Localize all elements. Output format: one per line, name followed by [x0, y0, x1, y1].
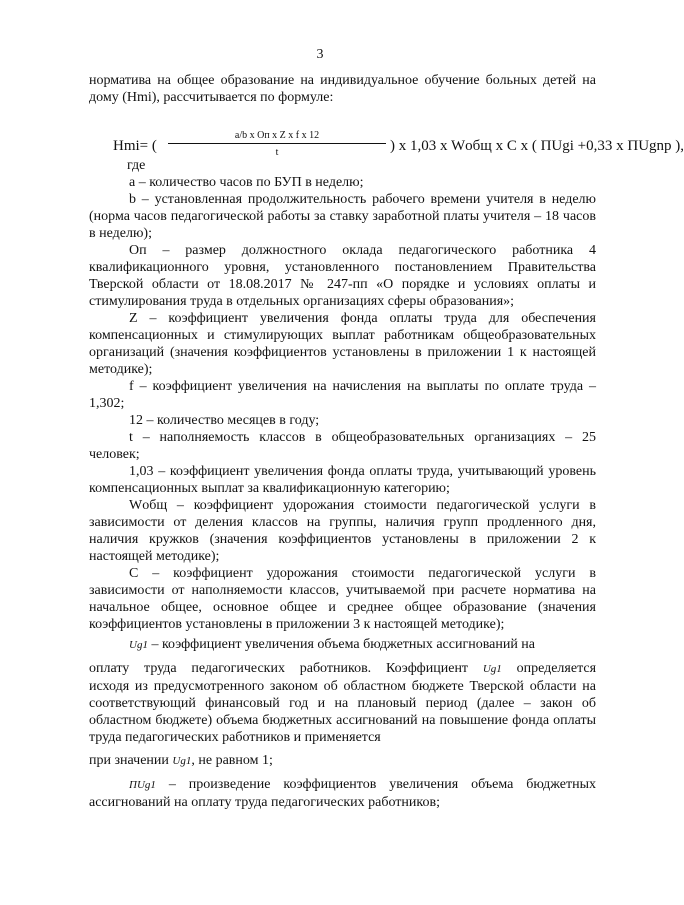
definition-c: С – коэффициент удорожания стоимости педагогической услуги в зависимости от наполняемости классов, учитываемой при расчете норматива на начальное общее, основное общее и среднее общее образование (значения коэффициентов установлены в приложении 3 к настоящей методике); [89, 566, 596, 632]
formula-rhs: ) x 1,03 x Wобщ x C x ( ПUgi +0,33 x ПUgnp ), [390, 138, 684, 154]
definition-ug-line2 [89, 660, 596, 678]
definition-op: Оп – размер должностного оклада педагогического работника 4 квалификационного уровня, установленного постановлением Правительства Тверской области от 18.08.2017 № 247-пп «О порядке и условиях оплаты и стимулирования труда в отдельных организациях сферы образования»; [89, 243, 596, 309]
definition-w: Wобщ – коэффициент удорожания стоимости педагогической услуги в зависимости от деления классов на группы, наличия групп продленного дня, наличия кружков (значения коэффициентов установлены в приложении 2 к настоящей методике); [89, 498, 596, 564]
page-number: 3 [316, 47, 324, 62]
formula-lhs: Нmi= ( [113, 138, 157, 154]
formula-numerator: a/b x Оп x Z x f x 12 [168, 130, 386, 144]
formula [113, 130, 684, 173]
ug-symbol-last: Ug1 [172, 755, 192, 767]
ug-line2a: оплату труда педагогических работников. Коэффициент [89, 661, 469, 676]
formula-fraction [168, 130, 386, 158]
definitions-list [89, 174, 596, 811]
definition-pug [89, 776, 596, 811]
ug-line1-text: – коэффициент увеличения объема бюджетных ассигнований на [151, 637, 536, 652]
definition-b: b – установленная продолжительность рабочего времени учителя в неделю (норма часов педагогической работы за ставку заработной платы учителя – 18 часов в неделю); [89, 192, 596, 241]
ug-symbol-inline: Ug1 [482, 663, 502, 675]
pug-symbol: ПUg1 [129, 779, 156, 791]
formula-denominator: t [275, 147, 279, 158]
definition-ug-line1 [89, 636, 596, 654]
definition-f: f – коэффициент увеличения на начисления на выплаты по оплате труда – 1,302; [89, 379, 596, 411]
definition-103: 1,03 – коэффициент увеличения фонда оплаты труда, учитывающий уровень компенсационных выплат за квалификационную категорию; [89, 464, 596, 496]
ug-symbol: Ug1 [129, 639, 148, 651]
intro-text: норматива на общее образование на индивидуальное обучение больных детей на дому (Нmi), рассчитывается по формуле: [89, 73, 596, 105]
ug-last-a: при значении [89, 753, 169, 768]
formula-where: где [127, 158, 146, 173]
definition-t: t – наполняемость классов в общеобразовательных организациях – 25 человек; [89, 430, 596, 462]
intro-paragraph [89, 72, 596, 106]
definition-ug-body: исходя из предусмотренного законом об областном бюджете Тверской области на соответствующий финансовый год и на плановый период (далее – закон об областном бюджете) объема бюджетных ассигнований на повышение фонда оплаты труда педагогических работников и применяется [89, 679, 596, 745]
pug-text: – произведение коэффициентов увеличения объема бюджетных ассигнований на оплату труда педагогических работников; [89, 777, 596, 810]
ug-last-b: , не равном 1; [191, 753, 273, 768]
definition-12: 12 – количество месяцев в году; [129, 413, 320, 428]
definition-z: Z – коэффициент увеличения фонда оплаты труда для обеспечения компенсационных и стимулирующих выплат работникам общеобразовательных организаций (значения коэффициентов установлены в приложении 1 к настоящей методике); [89, 311, 596, 377]
ug-line2b: определяется [516, 661, 597, 676]
definition-ug-last [89, 752, 596, 770]
definition-a: а – количество часов по БУП в неделю; [129, 175, 364, 190]
